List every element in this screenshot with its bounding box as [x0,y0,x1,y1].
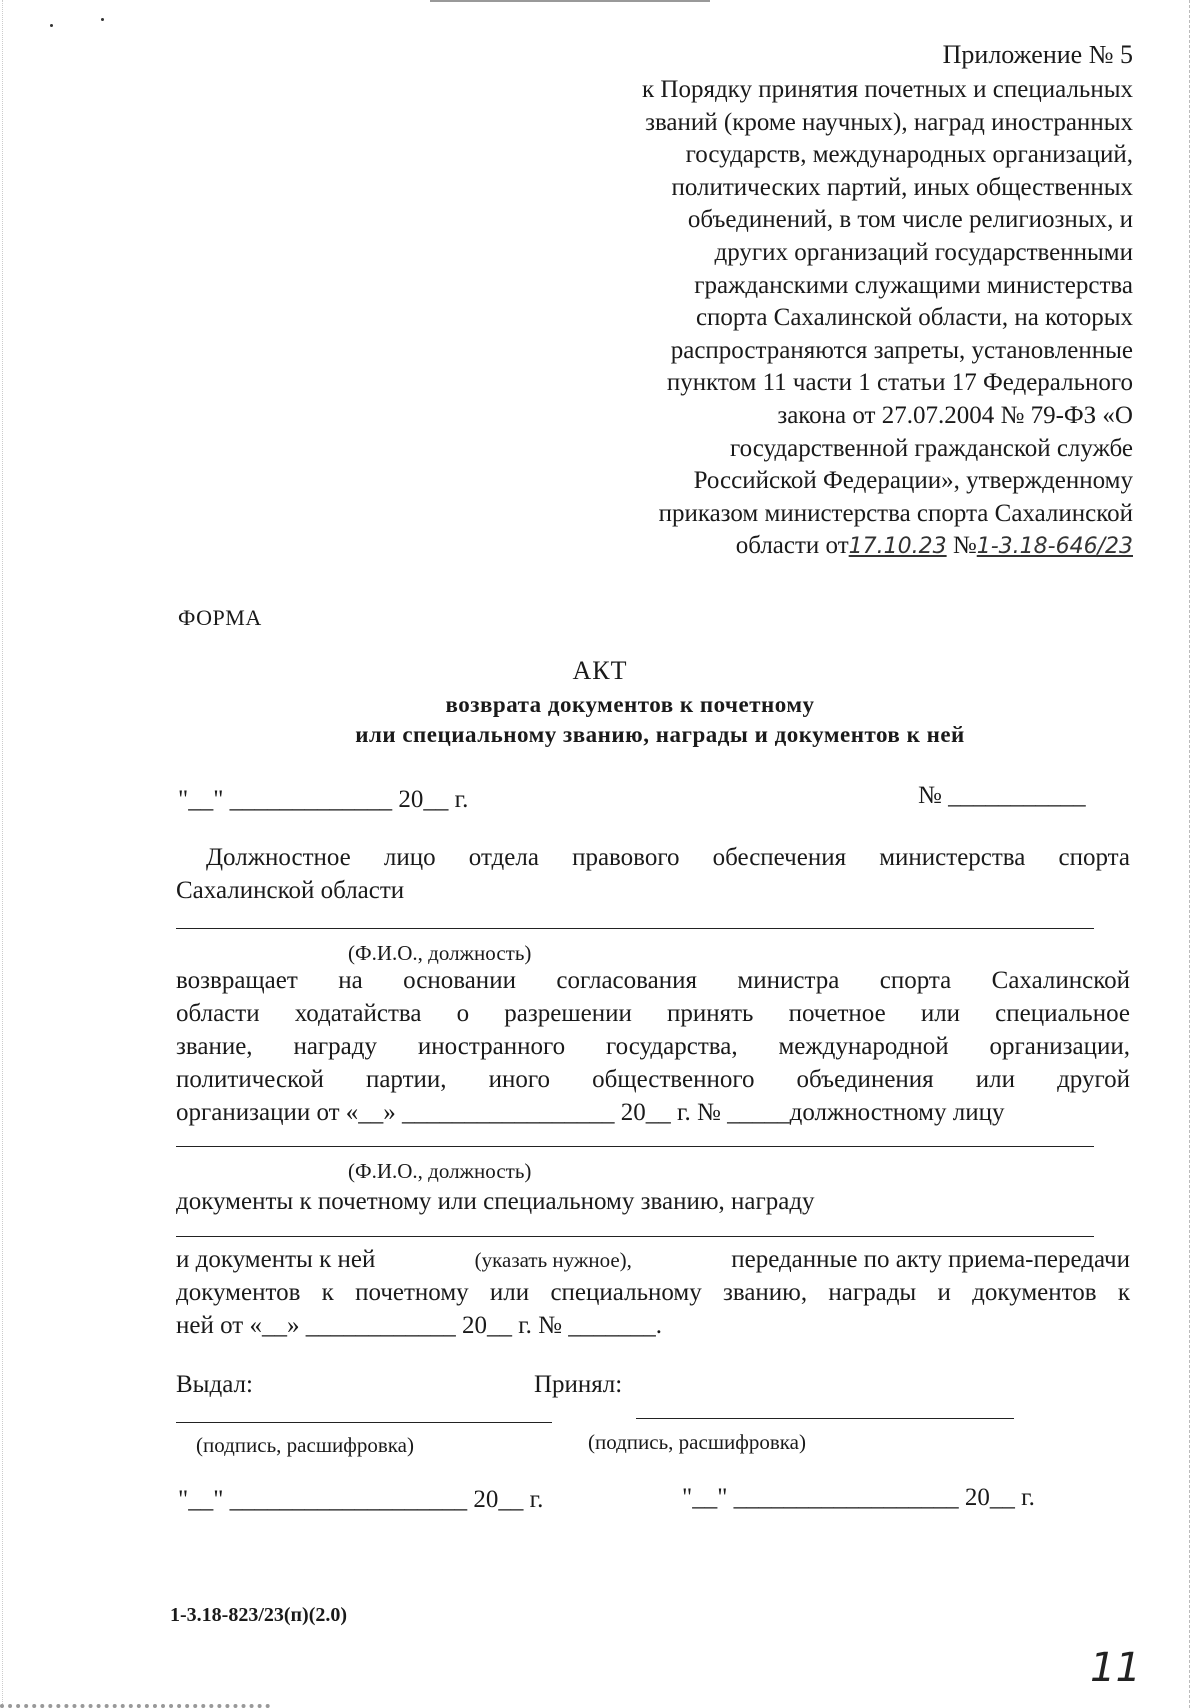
body-p2-line4: политической партии, иного общественного объединения или другой [176,1066,1130,1093]
act-title: АКТ [572,656,628,685]
body-p4-start: и документы к ней [176,1246,376,1273]
scan-speck [50,24,53,27]
signature-date-right: "__" __________________ 20__ г. [682,1484,1035,1511]
appendix-line: званий (кроме научных), наград иностранных [645,108,1133,136]
act-number-field: № ___________ [918,782,1086,809]
signature-line-right [636,1418,1014,1419]
act-subtitle-line1: возврата документов к почетному [445,692,815,717]
appendix-last-line [513,530,1133,564]
handwritten-order-number: 1-3.18-646/23 [976,534,1133,560]
body-p4-note: (указать нужное), [474,1248,632,1272]
handwritten-date: 17.10.23 [848,534,947,560]
body-p4-end: переданные по акту приема-передачи [731,1246,1130,1273]
appendix-line: закона от 27.07.2004 № 79-ФЗ «О [777,401,1133,429]
body-p1-line1: Должностное лицо отдела правового обеспечения министерства спорта [206,844,1130,871]
scan-speck [101,18,104,21]
appendix-title: Приложение № 5 [942,40,1133,69]
body-p4-line2: документов к почетному или специальному званию, награды и документов к [176,1279,1130,1306]
received-label: Принял: [534,1371,623,1398]
body-p3-line1: документы к почетному или специальному званию, награду [176,1188,815,1215]
scan-top-mark [430,0,710,5]
appendix-line: распространяются запреты, установленные [670,336,1133,364]
act-date-field: "__" _____________ 20__ г. [178,786,469,813]
caption-fio-2: (Ф.И.О., должность) [348,1159,532,1183]
body-p2-line3: звание, награду иностранного государства, международной организации, [176,1033,1130,1060]
appendix-line: политических партий, иных общественных [671,173,1133,201]
signature-line-left [176,1422,552,1423]
form-label: ФОРМА [178,605,262,630]
appendix-line: объединений, в том числе религиозных, и [687,206,1133,234]
caption-signature-right: (подпись, расшифровка) [588,1430,806,1454]
appendix-line: пунктом 11 части 1 статьи 17 Федерального [666,369,1133,397]
appendix-line: других организаций государственными [714,238,1133,266]
body-p4-line1 [176,1245,1130,1275]
scan-edge-left [0,0,3,1708]
caption-fio-1: (Ф.И.О., должность) [348,941,532,965]
handwritten-page-number: 11 [1090,1645,1141,1691]
body-p2-line1: возвращает на основании согласования министра спорта Сахалинской [176,967,1130,994]
body-p1-line2: Сахалинской области [176,877,405,904]
body-p2-line5: организации от «__» _________________ 20__ г. № _____должностному лицу [176,1099,1005,1126]
fill-line-fio2 [176,1146,1094,1147]
appendix-header [513,40,1133,564]
issued-label: Выдал: [176,1371,253,1398]
body-p2-line2: области ходатайства о разрешении принять почетное или специальное [176,1000,1130,1027]
appendix-line: государственной гражданской службе [729,434,1133,462]
document-code: 1-3.18-823/23(п)(2.0) [170,1604,348,1626]
caption-signature-left: (подпись, расшифровка) [196,1433,414,1457]
appendix-line: Российской Федерации», утвержденному [693,467,1133,495]
act-subtitle-line2: или специальному званию, награды и документов к ней [355,722,965,747]
fill-line-fio1 [176,928,1094,929]
appendix-line: к Порядку принятия почетных и специальных [642,76,1133,103]
appendix-last-prefix: области от [735,532,849,560]
handwritten-no-sign: № [952,532,977,560]
scan-edge-right [1189,0,1200,1708]
appendix-line: государств, международных организаций, [685,141,1133,169]
appendix-line: приказом министерства спорта Сахалинской [658,499,1133,527]
fill-line-documents [176,1236,1094,1237]
body-p4-line3: ней от «__» ____________ 20__ г. № _______. [176,1312,662,1339]
appendix-line: спорта Сахалинской области, на которых [695,304,1133,332]
appendix-line: гражданскими служащими министерства [694,271,1133,299]
signature-date-left: "__" ___________________ 20__ г. [178,1486,544,1513]
scan-bottom-mark [0,1698,270,1708]
